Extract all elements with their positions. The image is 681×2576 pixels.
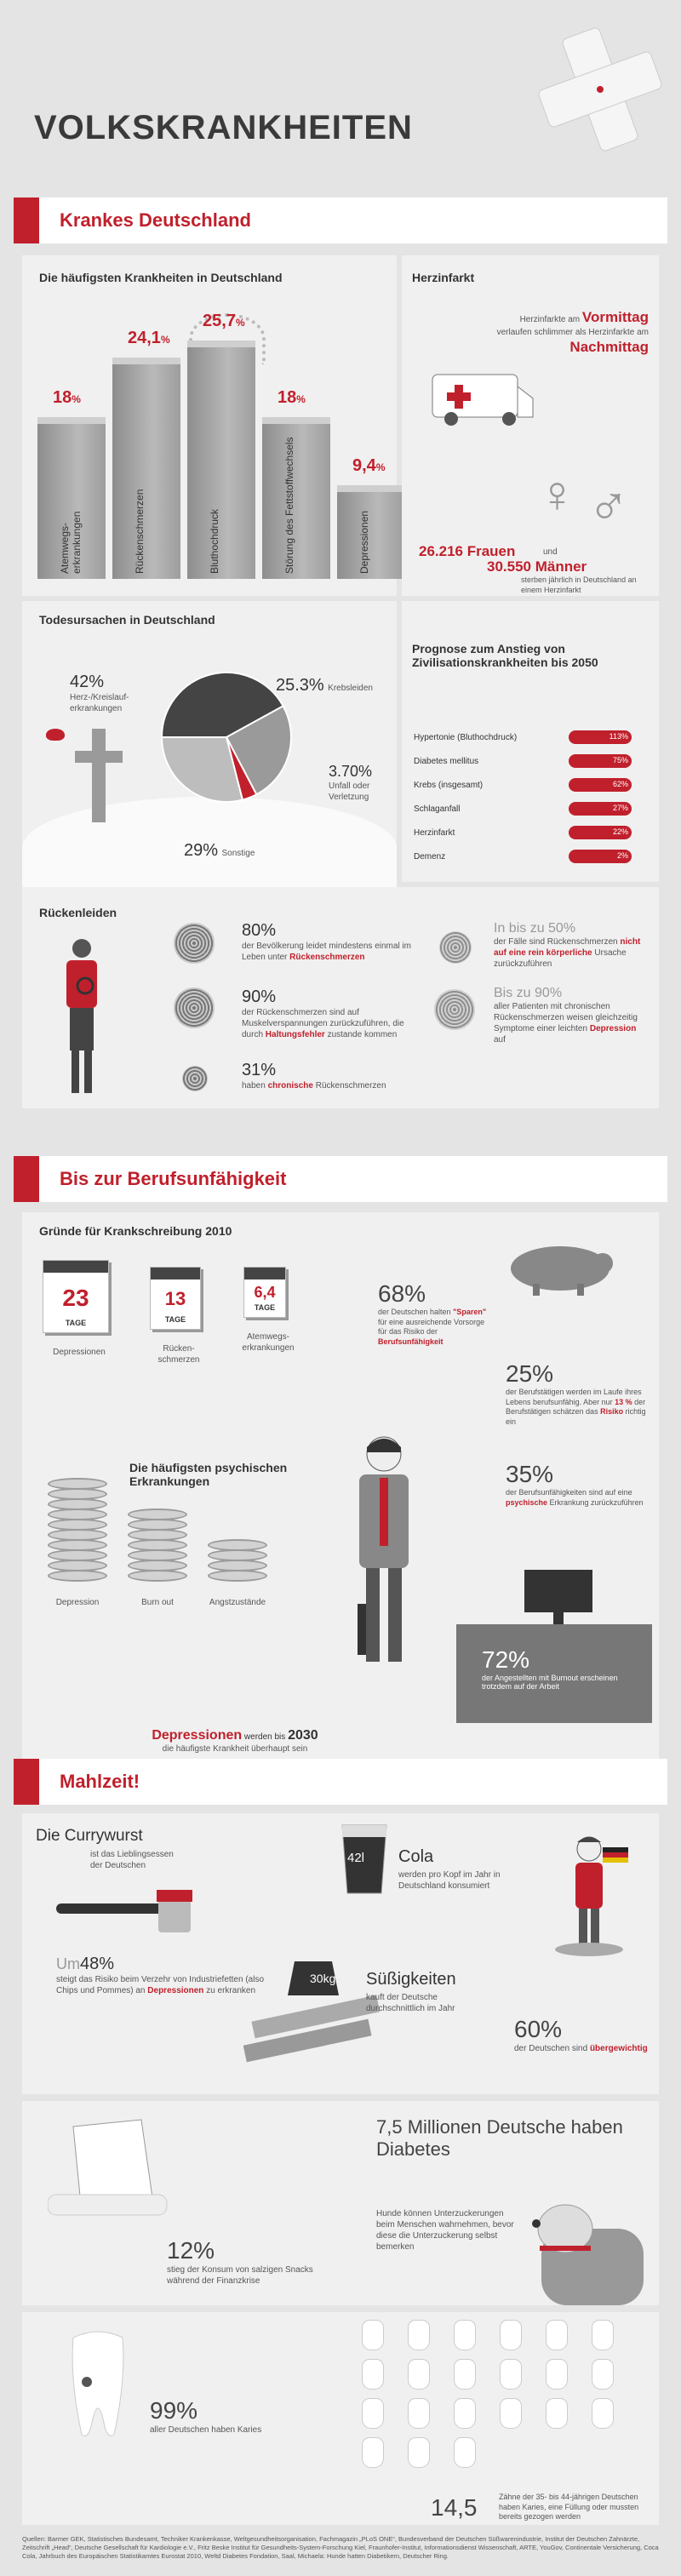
prognose-label: Diabetes mellitus (414, 757, 479, 766)
coin (208, 1570, 267, 1582)
tooth-icon (409, 2360, 429, 2389)
spiral-bis90 (434, 989, 475, 1030)
karies-panel (22, 2312, 659, 2525)
krankheit-bar-unit: % (235, 317, 245, 329)
psych-label: Depression (55, 1598, 100, 1607)
herzinfarkt-panel (402, 255, 659, 596)
ruecken-50-prefix: In bis zu (494, 921, 549, 936)
tooth-icon (363, 2438, 383, 2467)
plaster-cross-icon (536, 26, 664, 153)
um48-text: steigt das Risiko beim Verzehr von Industriefetten (also Chips und Pommes) an (56, 1975, 265, 1995)
s72-text: der Angestellten mit Burnout erscheinen trotzdem auf der Arbeit (482, 1674, 618, 1691)
coin (128, 1560, 187, 1571)
calendar-label: Depressionen (53, 1348, 106, 1357)
pie-label-2-text: Krebsleiden (328, 684, 373, 693)
venus-icon: ♀ (538, 466, 576, 523)
prognose-pill (569, 730, 632, 744)
prognose-pill (569, 802, 632, 816)
ruecken-80-value: 80% (242, 921, 277, 940)
s25-text: der Berufstätigen werden im Laufe ihres Lebens berufsunfähig. Aber nur (506, 1388, 642, 1406)
krankheit-bar-unit: % (296, 393, 306, 405)
ruecken-bis90-text: aller Patienten mit chronischen Rückenschmerzen weisen gleichzeitig Symptome einer leichten (494, 1002, 638, 1033)
calendar-top (43, 1261, 108, 1273)
todesursachen-title: Todesursachen in Deutschland (39, 613, 215, 627)
prognose-label: Hypertonie (Bluthochdruck) (414, 733, 518, 742)
krankheiten-panel (22, 255, 397, 596)
herzinfarkt-title: Herzinfarkt (412, 271, 475, 284)
cola-title: Cola (398, 1847, 434, 1866)
krankheit-bar-label: Rückenschmerzen (134, 489, 146, 574)
tooth-icon (455, 2360, 475, 2389)
krankheit-bar-number: 9,4 (352, 456, 376, 475)
ruecken-50-text: der Fälle sind Rückenschmerzen (494, 937, 621, 947)
herz-frauen: 26.216 Frauen (419, 543, 516, 559)
z145-text: Zähne der 35- bis 44-jährigen Deutschen haben Karies, eine Füllung oder mussten bereits gezogen werden (499, 2493, 639, 2522)
herz-nachmittag: Nachmittag (569, 339, 649, 356)
um48-prefix: Um (56, 1955, 80, 1972)
herz-vormittag: Vormittag (581, 309, 649, 325)
spiral-50 (439, 931, 472, 964)
calendar-label: Atemwegs- erkrankungen (242, 1332, 295, 1353)
s25-highlight-2: Risiko (600, 1407, 624, 1417)
tooth-icon (592, 2360, 613, 2389)
beruf-panel (22, 1212, 659, 1774)
pie-label-3-text: Unfall oder Verletzung (329, 781, 370, 802)
coin (208, 1549, 267, 1561)
prognose-label: Krebs (insgesamt) (414, 781, 484, 790)
ruecken-title: Rückenleiden (39, 906, 117, 919)
coin (208, 1539, 267, 1551)
s25-value: 25% (506, 1360, 554, 1387)
page-title: VOLKSKRANKHEITEN (34, 109, 413, 146)
tooth-icon (363, 2321, 383, 2350)
psych-title: Die häufigsten psychischen Erkrankungen (129, 1461, 288, 1488)
section-header-mahlzeit: Mahlzeit! (14, 1759, 667, 1805)
prognose-value: 27% (612, 804, 628, 812)
psych-label: Burn out (141, 1598, 174, 1607)
coin (48, 1478, 107, 1490)
ruecken-31-highlight: chronische (267, 1081, 313, 1091)
ruecken-bis90-value: 90% (535, 986, 563, 1000)
p99-text: aller Deutschen haben Karies (150, 2425, 262, 2435)
krankheit-bar-unit: % (160, 334, 170, 346)
prognose-pill (569, 778, 632, 792)
ruecken-90-text: der Rückenschmerzen sind auf Muskelverspannungen zurückzuführen, die durch (242, 1008, 404, 1039)
herz-text-1: Herzinfarkte am (519, 315, 581, 324)
ambulance-icon (431, 369, 536, 429)
prognose-pill (569, 850, 632, 863)
pie-label-1-value: 42% (70, 673, 105, 691)
s35-text: der Berufsunfähigkeiten sind auf eine (506, 1488, 632, 1497)
pie-label-4-value: 29% (184, 841, 219, 860)
s68-highlight: "Sparen" (453, 1308, 487, 1316)
dog-icon (524, 2195, 652, 2305)
s68-value: 68% (378, 1280, 426, 1307)
piggy-icon (499, 1238, 627, 1297)
cola-sub: werden pro Kopf im Jahr in Deutschland konsumiert (398, 1870, 501, 1891)
ruecken-bis90-highlight: Depression (589, 1024, 637, 1033)
dep2030-d: die häufigste Krankheit überhaupt sein (162, 1744, 308, 1754)
krankheit-bar-label: Bluthochdruck (209, 508, 220, 574)
spiral-80 (174, 923, 215, 964)
calendar-label: Rücken- schmerzen (157, 1344, 200, 1365)
ruecken-bis90-text-end: auf (494, 1035, 506, 1045)
coin (128, 1539, 187, 1551)
coin (128, 1529, 187, 1541)
p12-text: stieg der Konsum von salzigen Snacks während der Finanzkrise (167, 2265, 313, 2286)
krankheit-bar-label: Störung des Fettstoffwechsels (283, 437, 295, 574)
prognose-value: 113% (609, 732, 628, 741)
s25-highlight: 13 % (615, 1397, 632, 1406)
coin (48, 1539, 107, 1551)
ruecken-50-highlight: nicht auf eine rein körperliche (494, 937, 641, 958)
krankheit-bar-value (53, 388, 81, 408)
woman-back-icon (56, 938, 107, 1100)
s68-text: der Deutschen halten (378, 1308, 454, 1316)
ruecken-80-text: der Bevölkerung leidet mindestens einmal im Leben unter (242, 942, 411, 962)
dep2030-b: werden bis (242, 1732, 289, 1742)
snack-bag-icon (48, 2118, 175, 2229)
tooth-icon (455, 2438, 475, 2467)
tooth-icon (547, 2360, 567, 2389)
pie-chart (158, 669, 295, 805)
ruecken-31-text-end: Rückenschmerzen (312, 1081, 386, 1091)
prognose-value: 22% (612, 827, 628, 836)
krankheit-bar-value (203, 312, 245, 331)
curry-title: Die Currywurst (36, 1827, 143, 1845)
ruecken-panel (22, 887, 659, 1108)
prognose-value: 2% (616, 851, 628, 860)
tooth-icon (363, 2360, 383, 2389)
ruecken-50-value: 50% (548, 921, 576, 936)
tooth-icon (455, 2399, 475, 2428)
coin (48, 1498, 107, 1510)
s68-highlight-2: Berufsunfähigkeit (378, 1337, 444, 1347)
krankheit-bar-number: 18 (278, 388, 297, 407)
mars-icon: ♂ (587, 474, 630, 537)
prognose-pill (569, 754, 632, 768)
diabetes-panel (22, 2101, 659, 2305)
krankheit-bar-unit: % (375, 461, 386, 473)
prognose-value: 62% (612, 780, 628, 788)
calendar-icon (43, 1260, 109, 1333)
tooth-icon (455, 2321, 475, 2350)
herz-sub: sterben jährlich in Deutschland an einem Herzinfarkt (521, 575, 637, 594)
s35-value: 35% (506, 1461, 554, 1487)
tooth-icon (409, 2399, 429, 2428)
sources-text: Quellen: Barmer GEK, Statistisches Bundesamt, Techniker Krankenkasse, Weltgesundheitsorganisation, Fachmagazin „PLoS ONE“, Bundesverband der Deutschen Süßwarenindustrie, Institut der Deutschen Zahnärzte, Zeitschrift „Head“, Deutsche Gesellschaft für Kardiologie e.V., Fritz Beske Institut für Gesundheits-System-Forschung Kiel, Fraunhofer-Institut, Informationsdienst Wissenschaft, ARTE, YouGov, Continentale Versicherung, Coca Cola, Jahrbuch des Europäischen Statistikamtes Eurostat 2010, Weltd Diabetes Fondation, Saal, Michaela: Hunde hatten Diabetikern, Deutscher Ring. (22, 2535, 659, 2560)
pie-label-3-value: 3.70% (329, 763, 373, 780)
pie-label-4-text: Sonstige (221, 849, 255, 858)
ruecken-31-value: 31% (242, 1061, 277, 1079)
dep2030-c: 2030 (288, 1728, 318, 1743)
tooth-icon (501, 2360, 521, 2389)
tooth-icon (592, 2399, 613, 2428)
krankheit-bar-value (278, 388, 306, 408)
um48-highlight: Depressionen (147, 1986, 204, 1995)
coin (128, 1570, 187, 1582)
diabetes-title: 7,5 Millionen Deutsche haben Diabetes (376, 2116, 623, 2161)
krankheit-bar (112, 358, 180, 579)
krankheit-bar (187, 341, 255, 579)
tooth-icon (501, 2321, 521, 2350)
p60-highlight: übergewichtig (589, 2044, 648, 2053)
um48-text-end: zu erkranken (203, 1986, 256, 1995)
p60-text: der Deutschen sind (514, 2044, 590, 2053)
herz-text-2: verlaufen schlimmer als Herzinfarkte am (496, 328, 649, 338)
coin (48, 1508, 107, 1520)
todesursachen-panel (22, 601, 397, 882)
krankheit-bar-label: Atemwegs- erkrankungen (59, 511, 83, 574)
tooth-icon (409, 2321, 429, 2350)
boy-flag-icon (550, 1830, 644, 1958)
prognose-pill (569, 826, 632, 839)
coin (48, 1570, 107, 1582)
s25-text-2: der Berufstätigen schätzen das (506, 1397, 646, 1417)
calendar-number: 6,4 (254, 1284, 276, 1302)
suess-weight-label: 30kg (310, 1972, 336, 1985)
coin (48, 1560, 107, 1571)
coin (48, 1519, 107, 1531)
suess-sub: kauft der Deutsche durchschnittlich im Jahr (366, 1993, 455, 2013)
coin (48, 1488, 107, 1500)
calendar-top (151, 1268, 200, 1279)
krankheit-bar-number: 18 (53, 388, 72, 407)
currywurst-icon (56, 1885, 192, 1936)
ruecken-90-text-end: zustande kommen (324, 1030, 398, 1039)
coin (128, 1519, 187, 1531)
calendar-top (244, 1268, 285, 1279)
coin (128, 1549, 187, 1561)
calendar-number: 13 (164, 1287, 186, 1309)
big-tooth-icon (68, 2329, 128, 2440)
herz-maenner: 30.550 Männer (487, 558, 587, 575)
herz-und: und (543, 547, 558, 557)
dep2030-a: Depressionen (152, 1728, 243, 1743)
calendar-tage: TAGE (254, 1303, 276, 1312)
prognose-label: Schlaganfall (414, 804, 461, 814)
z145-value: 14,5 (431, 2494, 478, 2521)
curry-sub: ist das Lieblingsessen der Deutschen (90, 1850, 174, 1870)
coin (128, 1508, 187, 1520)
tooth-icon (363, 2399, 383, 2428)
section-header-beruf: Bis zur Berufsunfähigkeit (14, 1156, 667, 1202)
coin (48, 1549, 107, 1561)
ruecken-90-value: 90% (242, 987, 277, 1006)
tooth-icon (409, 2438, 429, 2467)
prognose-label: Demenz (414, 852, 446, 862)
p99-value: 99% (150, 2397, 198, 2424)
krankheit-bar-number: 24,1 (128, 329, 161, 347)
businessman-icon (346, 1434, 422, 1672)
s68-text-2: für eine ausreichende Vorsorge für das Risiko der (378, 1317, 485, 1337)
spiral-31 (182, 1066, 208, 1091)
krankheit-bar-value (128, 329, 170, 348)
p12-value: 12% (167, 2237, 215, 2264)
s72-value: 72% (482, 1646, 530, 1673)
um48-value: 48% (80, 1955, 115, 1973)
coin (208, 1560, 267, 1571)
krankheit-bar-value (352, 456, 385, 476)
calendar-icon (243, 1267, 286, 1318)
tooth-icon (547, 2321, 567, 2350)
section-header-krankes: Krankes Deutschland (14, 197, 667, 243)
bird-icon (46, 729, 65, 741)
psych-label: Angstzustände (209, 1598, 266, 1607)
tooth-icon (592, 2321, 613, 2350)
coin (48, 1529, 107, 1541)
calendar-tage: TAGE (65, 1319, 87, 1327)
diabetes-sub: Hunde können Unterzuckerungen beim Menschen wahrnehmen, bevor diese die Unterzuckerung selbst bemerken (376, 2209, 514, 2252)
krankheiten-title: Die häufigsten Krankheiten in Deutschland (39, 271, 283, 284)
ruecken-90-highlight: Haltungsfehler (265, 1030, 325, 1039)
krankheit-bar-number: 25,7 (203, 312, 236, 330)
tooth-icon (501, 2399, 521, 2428)
krankheit-bar-unit: % (72, 393, 81, 405)
prognose-panel (402, 601, 659, 882)
calendar-icon (150, 1267, 201, 1330)
calendar-tage: TAGE (164, 1315, 186, 1324)
pie-label-1-text: Herz-/Kreislauf-erkrankungen (70, 693, 129, 713)
prognose-label: Herzinfarkt (414, 828, 455, 838)
krankheit-bar (262, 417, 330, 579)
krankheit-bar-label: Depressionen (358, 510, 370, 574)
s25-text-3: richtig ein (506, 1407, 646, 1427)
ruecken-bis90-prefix: Bis zu (494, 986, 535, 1000)
ruecken-50-text-end: Ursache zurückzuführen (494, 948, 627, 969)
spiral-90 (174, 987, 215, 1028)
cola-glass-label: 42l (347, 1851, 365, 1865)
mahlzeit-panel (22, 1813, 659, 2094)
p60-value: 60% (514, 2016, 563, 2042)
prognose-title: Prognose zum Anstieg von Zivilisationskrankheiten bis 2050 (412, 642, 598, 669)
pie-label-2-value: 25.3% (276, 676, 324, 695)
gruende-title: Gründe für Krankschreibung 2010 (39, 1224, 232, 1238)
suess-title: Süßigkeiten (366, 1970, 456, 1989)
calendar-number: 23 (62, 1284, 89, 1311)
cross-icon (73, 729, 124, 822)
tooth-icon (547, 2399, 567, 2428)
s35-highlight: psychische (506, 1497, 548, 1507)
prognose-value: 75% (612, 756, 628, 764)
ruecken-80-highlight: Rückenschmerzen (289, 953, 365, 962)
krankheit-bar (337, 485, 405, 579)
ruecken-31-text: haben (242, 1081, 268, 1091)
s35-text-2: Erkrankung zurückzuführen (547, 1497, 644, 1507)
